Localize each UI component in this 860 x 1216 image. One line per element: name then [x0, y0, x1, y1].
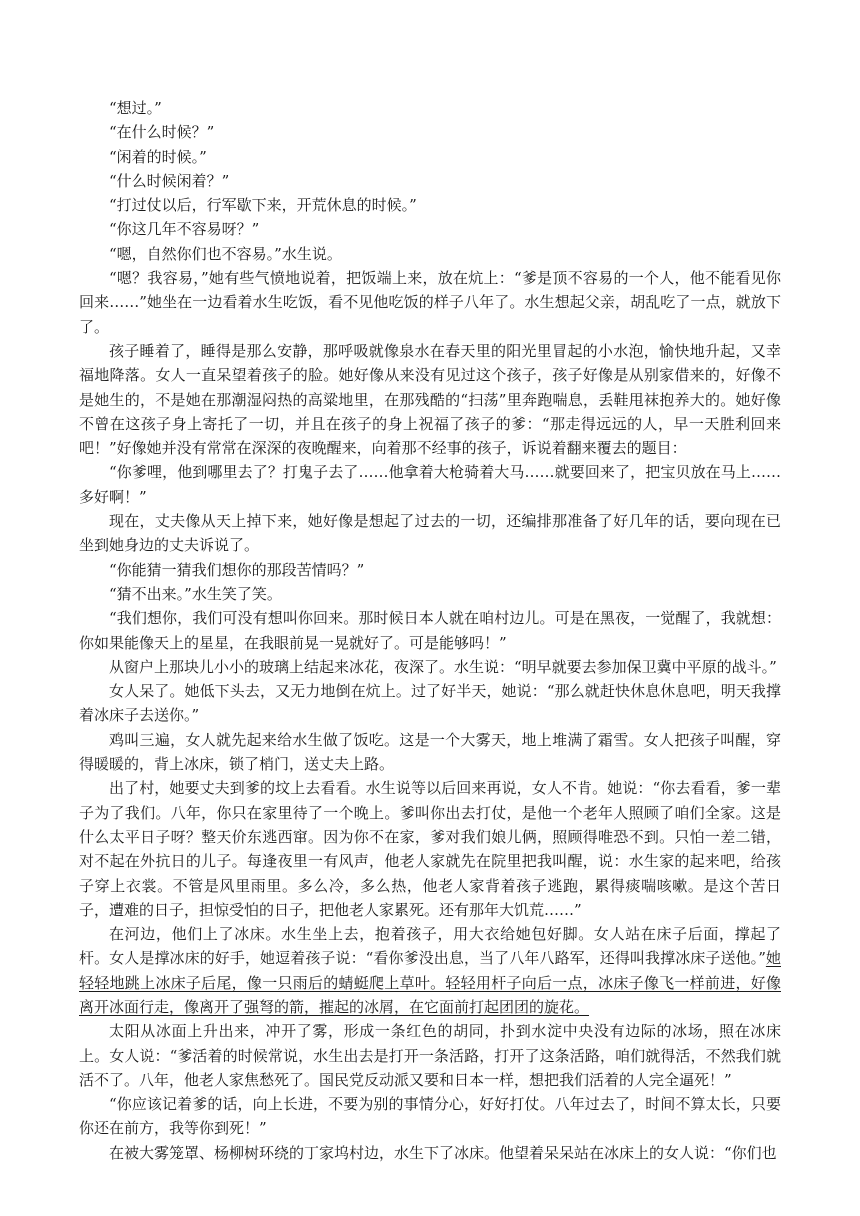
story-paragraph: “嗯？我容易，”她有些气愤地说着，把饭端上来，放在炕上：“爹是顶不容易的一个人，他不能看见你回来……”她坐在一边看着水生吃饭，看不见他吃饭的样子八年了。水生想起父亲，胡乱吃了一点，就放下了。: [79, 269, 781, 336]
story-paragraph: 出了村，她要丈夫到爹的坟上去看看。水生说等以后回来再说，女人不肯。她说：“你去看看，爹一辈子为了我们。八年，你只在家里待了一个晚上。爹叫你出去打仗，是他一个老年人照顾了咱们全家。这是什么太平日子呀？整天价东逃西窜。因为你不在家，爹对我们娘儿俩，照顾得唯恐不到。只怕一差二错，对不起在外抗日的儿子。每逢夜里一有风声，他老人家就先在院里把我叫醒，说：水生家的起来吧，给孩子穿上衣裳。不管是风里雨里。多么冷，多么热，他老人家背着孩子逃跑，累得痰喘咳嗽。是这个苦日子，遭难的日子，担惊受怕的日子，把他老人家累死。还有那年大饥荒……”: [79, 779, 781, 919]
dialogue-paragraph: “我们想你，我们可没有想叫你回来。那时候日本人就在咱村边儿。可是在黑夜，一觉醒了，我就想：你如果能像天上的星星，在我眼前晃一晃就好了。可是能够吗！”: [79, 609, 781, 652]
story-paragraph: 太阳从冰面上升出来，冲开了雾，形成一条红色的胡同，扑到水淀中央没有边际的冰场，照在冰床上。女人说：“爹活着的时候常说，水生出去是打开一条活路，打开了这条活路，咱们就得活，不然我们就活不了。八年，他老人家焦愁死了。国民党反动派又要和日本一样，想把我们活着的人完全逼死！”: [79, 1022, 781, 1089]
story-paragraph: 现在，丈夫像从天上掉下来，她好像是想起了过去的一切，还编排那准备了好几年的话，要向现在已坐到她身边的丈夫诉说了。: [79, 512, 781, 555]
dialogue-paragraph: “你能猜一猜我们想你的那段苦情吗？”: [109, 560, 365, 579]
dialogue-paragraph: “想过。”: [109, 99, 162, 117]
dialogue-paragraph: “打过仗以后，行军歇下来，开荒休息的时候。”: [109, 196, 417, 215]
story-paragraph: 在被大雾笼罩、杨柳树环绕的丁家坞村边，水生下了冰床。他望着呆呆站在冰床上的女人说：“你们也: [109, 1143, 777, 1162]
dialogue-paragraph: “你这几年不容易呀？”: [109, 220, 260, 239]
dialogue-paragraph: “你应该记着爹的话，向上长进，不要为别的事情分心，好好打仗。八年过去了，时间不算太长，只要你还在前方，我等你到死！”: [79, 1095, 781, 1138]
story-text: 在河边，他们上了冰床。水生坐上去，抱着孩子，用大衣给她包好脚。女人站在床子后面，撑起了杆。女人是撑冰床的好手，她逗着孩子说：“看你爹没出息，当了八年八路军，还得叫我撑冰床子送他。”: [79, 925, 781, 968]
dialogue-paragraph: “闲着的时候。”: [109, 147, 207, 166]
story-paragraph: 从窗户上那块儿小小的玻璃上结起来冰花，夜深了。水生说：“明早就要去参加保卫冀中平原的战斗。”: [109, 657, 777, 676]
story-paragraph-with-underline: [79, 922, 781, 1019]
dialogue-paragraph: “猜不出来。”水生笑了笑。: [109, 584, 282, 603]
dialogue-paragraph: “什么时候闲着？”: [109, 171, 230, 190]
dialogue-paragraph: “嗯，自然你们也不容易。”水生说。: [109, 244, 342, 263]
dialogue-paragraph: “在什么时候？”: [109, 123, 215, 142]
underlined-passage: 她轻轻地跳上冰床子后尾，像一只雨后的蜻蜓爬上草叶。轻轻用杆子向后一点，冰床子像飞一样前进，好像离开冰面行走，像离开了强弩的箭，摧起的冰屑，在它面前打起团团的旋花。: [79, 949, 781, 1016]
story-paragraph: 孩子睡着了，睡得是那么安静，那呼吸就像泉水在春天里的阳光里冒起的小水泡，愉快地升起，又幸福地降落。女人一直呆望着孩子的脸。她好像从来没有见过这个孩子，孩子好像是从别家借来的，好像不是她生的，不是她在那潮湿闷热的高粱地里，在那残酷的“扫荡”里奔跑喘息，丢鞋甩袜抱养大的。她好像不曾在这孩子身上寄托了一切，并且在孩子的身上祝福了孩子的爹：“那走得远远的人，早一天胜利回来吧！”好像她并没有常常在深深的夜晚醒来，向着那不经事的孩子，诉说着翻来覆去的题目：: [79, 341, 781, 458]
dialogue-paragraph: “你爹哩，他到哪里去了？打鬼子去了……他拿着大枪骑着大马……就要回来了，把宝贝放在马上……多好啊！”: [79, 463, 781, 506]
story-paragraph: 女人呆了。她低下头去，又无力地倒在炕上。过了好半天，她说：“那么就赶快休息休息吧，明天我撑着冰床子去送你。”: [79, 682, 781, 725]
story-paragraph: 鸡叫三遍，女人就先起来给水生做了饭吃。这是一个大雾天，地上堆满了霜雪。女人把孩子叫醒，穿得暖暖的，背上冰床，锁了梢门，送丈夫上路。: [79, 730, 781, 774]
document-body: [79, 96, 781, 1165]
